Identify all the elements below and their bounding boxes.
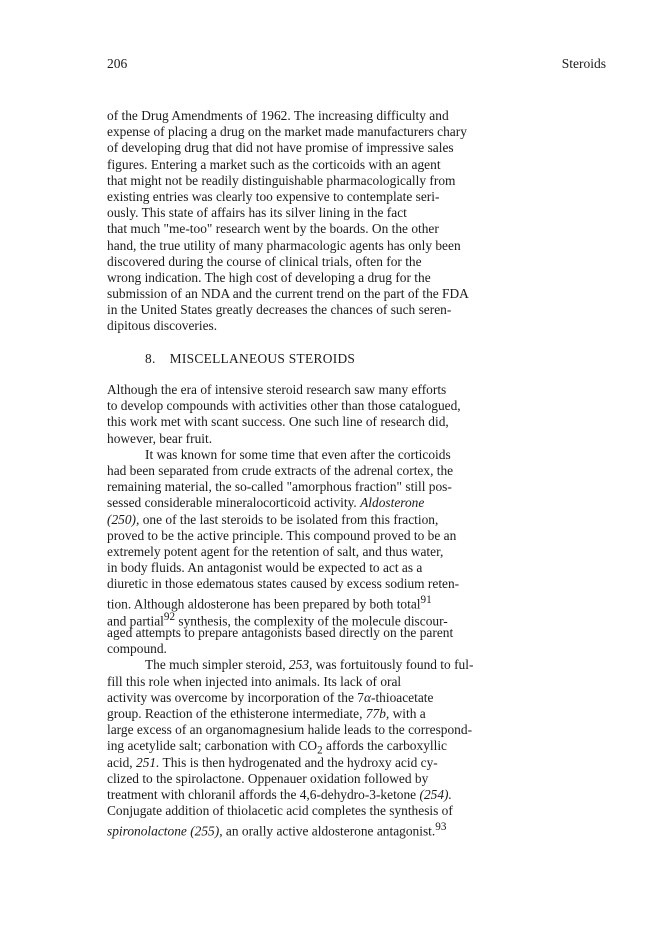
- text-line: remaining material, the so-called "amorphous fraction" still pos-: [107, 479, 452, 495]
- text-line: Although the era of intensive steroid research saw many efforts: [107, 382, 447, 397]
- text-line: however, bear fruit.: [107, 430, 213, 446]
- compound-name: Aldosterone: [360, 495, 425, 511]
- text-span: an orally active aldosterone antagonist.: [222, 823, 436, 839]
- text-span: affords the carboxyllic: [322, 738, 448, 754]
- section-title: MISCELLANEOUS STEROIDS: [169, 351, 356, 366]
- text-line: [107, 755, 609, 771]
- subscript: 2: [317, 745, 323, 757]
- text-line: hand, the true utility of many pharmacologic agents has only been: [107, 237, 461, 253]
- text-line: fill this role when injected into animals. Its lack of oral: [107, 673, 402, 689]
- text-line: [107, 706, 609, 722]
- text-line: existing entries was clearly too expensive to contemplate seri-: [107, 188, 440, 204]
- text-line: [107, 738, 609, 757]
- text-line: discovered during the course of clinical trials, often for the: [107, 253, 422, 269]
- text-line: Conjugate addition of thiolacetic acid completes the synthesis of: [107, 803, 453, 819]
- text-line: in the United States greatly decreases the chances of such seren-: [107, 302, 452, 318]
- compound-number: 253,: [288, 657, 313, 673]
- text-span: and partial: [107, 613, 164, 629]
- text-span: was fortuitously found to ful-: [312, 657, 474, 673]
- compound-name: spironolactone (255),: [107, 823, 223, 839]
- section-heading: [145, 351, 355, 367]
- compound-number: 251.: [136, 754, 160, 770]
- paragraph-aldosterone: [107, 447, 609, 657]
- compound-number: (254).: [419, 786, 452, 802]
- text-line: extremely potent agent for the retention of salt, and thus water,: [107, 543, 444, 559]
- text-span: activity was overcome by incorporation of the 7: [107, 689, 364, 705]
- text-line: figures. Entering a market such as the corticoids with an agent: [107, 156, 441, 172]
- paragraph-drug-amendments: [107, 108, 609, 335]
- text-line: large excess of an organomagnesium halide leads to the correspond-: [107, 722, 473, 738]
- text-span: This is then hydrogenated and the hydroxy acid cy-: [159, 754, 438, 770]
- text-line: expense of placing a drug on the market made manufacturers chary: [107, 124, 467, 140]
- text-span: ing acetylide salt; carbonation with CO: [107, 738, 318, 754]
- text-span: synthesis, the complexity of the molecule discour-: [175, 613, 448, 629]
- text-line: [107, 787, 609, 803]
- text-line: of the Drug Amendments of 1962. The increasing difficulty and: [107, 108, 449, 123]
- running-head: Steroids: [561, 56, 606, 71]
- text-span: tion. Although aldosterone has been prepared by both total: [107, 596, 421, 612]
- text-line: had been separated from crude extracts of the adrenal cortex, the: [107, 462, 454, 478]
- text-line: to develop compounds with activities other than those catalogued,: [107, 398, 461, 414]
- text-span: one of the last steroids to be isolated from this fraction,: [139, 511, 439, 527]
- text-line: It was known for some time that even after the corticoids: [145, 446, 451, 462]
- text-span: treatment with chloranil affords the 4,6-dehydro-3-ketone: [107, 786, 420, 802]
- text-line: submission of an NDA and the current trend on the part of the FDA: [107, 286, 469, 302]
- page-number: 206: [107, 56, 128, 71]
- text-span: -thioacetate: [370, 689, 434, 705]
- text-line: that much "me-too" research went by the boards. On the other: [107, 221, 439, 237]
- section-number: 8.: [145, 351, 156, 366]
- text-line: proved to be the active principle. This compound proved to be an: [107, 527, 457, 543]
- reference-superscript: 93: [435, 821, 447, 834]
- text-line: [107, 657, 609, 673]
- text-line: diuretic in those edematous states caused by excess sodium reten-: [107, 576, 460, 592]
- text-span: with a: [389, 705, 426, 721]
- text-line: [107, 609, 609, 629]
- text-line: [107, 819, 609, 839]
- compound-number: (250),: [107, 511, 140, 527]
- compound-number: 77b,: [365, 705, 390, 721]
- text-line: [107, 690, 609, 706]
- text-span: The much simpler steroid,: [145, 657, 289, 673]
- text-line: in body fluids. An antagonist would be expected to act as a: [107, 560, 423, 576]
- text-line: that might not be readily distinguishable pharmacologically from: [107, 172, 456, 188]
- text-line: wrong indication. The high cost of developing a drug for the: [107, 269, 431, 285]
- text-line: this work met with scant success. One such line of research did,: [107, 414, 449, 430]
- text-line: ously. This state of affairs has its silver lining in the fact: [107, 205, 407, 221]
- text-line: dipitous discoveries.: [107, 318, 218, 334]
- text-line: clized to the spirolactone. Oppenauer oxidation followed by: [107, 770, 429, 786]
- text-line: [107, 512, 609, 528]
- text-span: group. Reaction of the ethisterone intermediate,: [107, 705, 366, 721]
- text-line: compound.: [107, 641, 167, 657]
- text-line: [107, 592, 609, 612]
- text-line: of developing drug that did not have promise of impressive sales: [107, 140, 454, 156]
- paragraph-intro: [107, 382, 609, 447]
- text-span: sessed considerable mineralocorticoid activity.: [107, 495, 357, 511]
- text-line: aged attempts to prepare antagonists based directly on the parent: [107, 624, 454, 640]
- text-span: acid,: [107, 754, 136, 770]
- reference-superscript: 92: [163, 610, 176, 623]
- reference-superscript: 91: [420, 594, 432, 607]
- paragraph-spironolactone: [107, 657, 609, 839]
- greek-alpha: α: [363, 689, 371, 705]
- text-line: [107, 495, 609, 511]
